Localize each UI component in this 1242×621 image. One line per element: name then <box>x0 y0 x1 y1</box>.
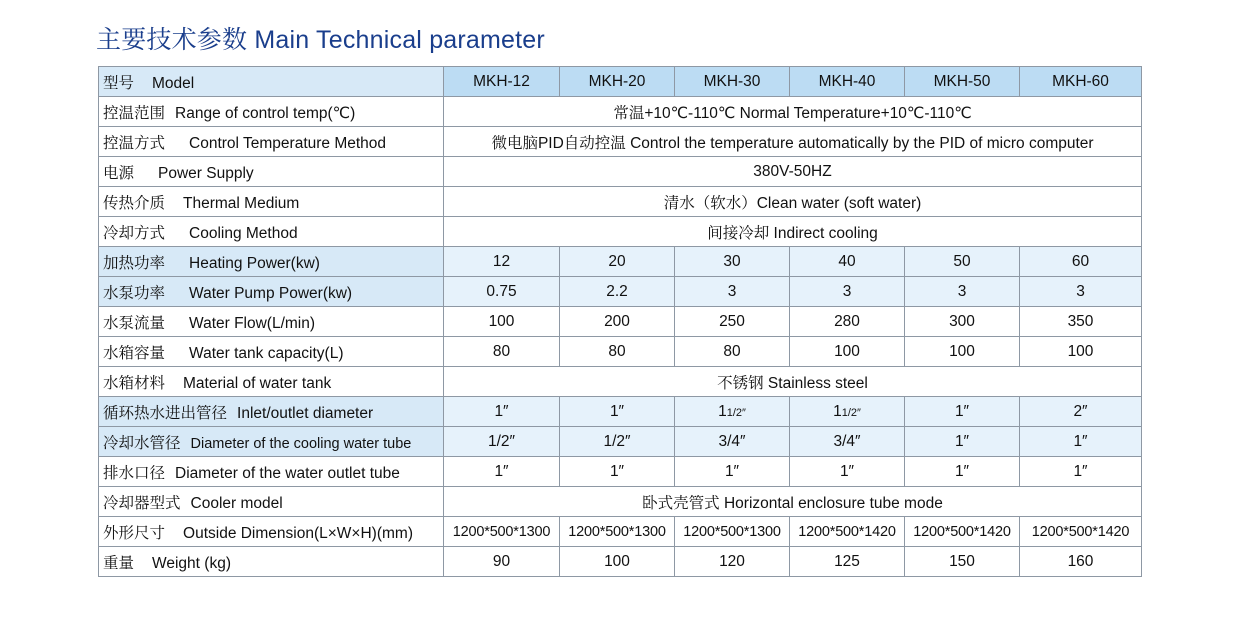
row-label-cell <box>99 337 444 367</box>
label-en: Outside Dimension(L×W×H)(mm) <box>183 524 413 542</box>
value-text: 40 <box>838 252 856 270</box>
model-header-cell: MKH-40 <box>790 67 905 97</box>
row-label-cell <box>99 517 444 547</box>
value-cell <box>790 307 905 337</box>
value-cell <box>675 517 790 547</box>
row-label-cell <box>99 247 444 277</box>
value-cell <box>560 427 675 457</box>
value-text: 3 <box>957 282 967 300</box>
value-text: 30 <box>723 252 741 270</box>
model-header-cell: MKH-20 <box>560 67 675 97</box>
model-header-cell: MKH-60 <box>1020 67 1142 97</box>
label-cn: 重量 <box>103 554 135 572</box>
value-text: 60 <box>1071 252 1090 270</box>
value-cell <box>675 457 790 487</box>
value-cell <box>444 397 560 427</box>
value-text: 1200*500*1420 <box>1031 523 1130 540</box>
value-cell <box>905 397 1020 427</box>
value-text: 125 <box>834 552 860 570</box>
value-text: 3/4″ <box>833 432 861 450</box>
value-cell <box>444 547 560 577</box>
table-row <box>99 487 1142 517</box>
value-text: 200 <box>604 312 630 330</box>
row-label-cell <box>99 97 444 127</box>
spec-table <box>98 66 1142 577</box>
table-row <box>99 157 1142 187</box>
table-row <box>99 367 1142 397</box>
label-cn: 水箱材料 <box>103 374 166 392</box>
value-cell <box>560 247 675 277</box>
row-label-cell <box>99 277 444 307</box>
value-text: 2″ <box>1073 402 1088 420</box>
value-text: 1″ <box>609 402 625 420</box>
table-row <box>99 247 1142 277</box>
value-cell <box>1020 397 1142 427</box>
spanned-value-cell: 微电脑PID自动控温 Control the temperature automatically by the PID of micro computer <box>444 127 1142 157</box>
value-text: 20 <box>608 252 626 270</box>
value-cell <box>675 307 790 337</box>
value-text: 1″ <box>954 402 970 420</box>
value-cell <box>905 307 1020 337</box>
value-cell <box>1020 337 1142 367</box>
label-en: Water tank capacity(L) <box>189 344 344 362</box>
value-text: 1200*500*1420 <box>913 523 1011 540</box>
value-text: 1″ <box>1073 432 1088 450</box>
row-label-cell <box>99 457 444 487</box>
value-text: 1″ <box>609 462 625 480</box>
value-cell <box>560 307 675 337</box>
value-text: 1″ <box>724 462 740 480</box>
label-en: Diameter of the cooling water tube <box>190 435 412 452</box>
value-text: 3 <box>842 282 852 300</box>
value-cell <box>905 457 1020 487</box>
value-text: 1/2″ <box>603 432 631 450</box>
value-fraction: 1/2″ <box>726 406 746 419</box>
label-cn: 控温方式 <box>103 134 166 152</box>
value-cell <box>1020 277 1142 307</box>
value-text: 250 <box>719 312 745 330</box>
value-text: 1″ <box>1073 462 1088 480</box>
label-en: Cooling Method <box>189 224 298 242</box>
label-en: Heating Power(kw) <box>189 254 320 272</box>
label-en: Water Flow(L/min) <box>189 314 316 332</box>
value-cell <box>444 247 560 277</box>
value-text: 1200*500*1300 <box>568 523 666 540</box>
row-label-cell <box>99 187 444 217</box>
label-cn: 型号 <box>103 74 135 92</box>
value-cell <box>560 517 675 547</box>
table-row <box>99 127 1142 157</box>
row-label-cell <box>99 397 444 427</box>
value-cell <box>675 247 790 277</box>
value-cell <box>905 517 1020 547</box>
label-en: Weight (kg) <box>152 554 231 572</box>
table-row <box>99 427 1142 457</box>
row-label-cell <box>99 127 444 157</box>
value-cell <box>444 277 560 307</box>
value-cell <box>1020 247 1142 277</box>
value-text: 280 <box>834 312 860 330</box>
label-cn: 水泵功率 <box>103 284 166 302</box>
label-cn: 加热功率 <box>103 254 166 272</box>
value-text: 150 <box>949 552 975 570</box>
label-en: Control Temperature Method <box>189 134 387 152</box>
label-cn: 冷却方式 <box>103 224 166 242</box>
value-cell <box>790 277 905 307</box>
value-cell <box>560 397 675 427</box>
value-text: 1 <box>833 402 842 420</box>
value-text: 1/2″ <box>487 432 516 450</box>
label-en: Thermal Medium <box>183 194 300 212</box>
value-cell <box>675 397 790 427</box>
value-text: 1200*500*1300 <box>452 523 551 540</box>
value-cell <box>905 337 1020 367</box>
row-label-cell <box>99 307 444 337</box>
header-label-cell <box>99 67 444 97</box>
value-cell <box>560 547 675 577</box>
label-en: Range of control temp(℃) <box>175 104 356 122</box>
row-label-cell <box>99 427 444 457</box>
value-text: 350 <box>1067 312 1094 330</box>
table-row <box>99 307 1142 337</box>
label-en: Diameter of the water outlet tube <box>175 464 400 482</box>
value-text: 1″ <box>839 462 855 480</box>
value-text: 1200*500*1300 <box>683 523 781 540</box>
spanned-value-cell: 卧式壳管式 Horizontal enclosure tube mode <box>444 487 1142 517</box>
model-header-cell: MKH-12 <box>444 67 560 97</box>
value-cell <box>1020 307 1142 337</box>
label-cn: 传热介质 <box>103 194 166 212</box>
value-cell <box>675 337 790 367</box>
model-header-cell: MKH-50 <box>905 67 1020 97</box>
value-text: 100 <box>834 342 860 360</box>
value-text: 1200*500*1420 <box>798 523 896 540</box>
value-text: 1″ <box>494 402 509 420</box>
value-text: 100 <box>604 552 630 570</box>
value-text: 100 <box>1067 342 1094 360</box>
label-cn: 冷却水管径 <box>103 434 181 452</box>
value-cell <box>905 547 1020 577</box>
label-cn: 水泵流量 <box>103 314 166 332</box>
value-text: 12 <box>492 252 511 270</box>
value-cell <box>560 277 675 307</box>
value-text: 1″ <box>954 462 970 480</box>
value-cell <box>790 247 905 277</box>
value-cell <box>444 457 560 487</box>
table-row <box>99 517 1142 547</box>
value-cell <box>905 277 1020 307</box>
spanned-value-cell: 不锈钢 Stainless steel <box>444 367 1142 397</box>
row-label-cell <box>99 157 444 187</box>
value-text: 80 <box>492 342 511 360</box>
value-text: 1″ <box>954 432 970 450</box>
label-en: Cooler model <box>190 494 283 512</box>
value-cell <box>1020 427 1142 457</box>
value-text: 90 <box>492 552 511 570</box>
table-row <box>99 217 1142 247</box>
label-cn: 控温范围 <box>103 104 166 122</box>
spanned-value-cell: 380V-50HZ <box>444 157 1142 187</box>
model-header-cell: MKH-30 <box>675 67 790 97</box>
value-cell <box>790 457 905 487</box>
value-text: 3 <box>1076 282 1085 300</box>
value-text: 50 <box>953 252 971 270</box>
label-cn: 循环热水进出管径 <box>103 404 228 422</box>
value-cell <box>675 427 790 457</box>
value-text: 100 <box>949 342 975 360</box>
value-cell <box>790 427 905 457</box>
value-text: 100 <box>488 312 515 330</box>
value-cell <box>444 337 560 367</box>
spanned-value-cell: 清水（软水）Clean water (soft water) <box>444 187 1142 217</box>
row-label-cell <box>99 547 444 577</box>
header-row <box>99 67 1142 97</box>
table-row <box>99 457 1142 487</box>
table-row <box>99 547 1142 577</box>
row-label-cell <box>99 367 444 397</box>
value-cell <box>905 247 1020 277</box>
label-en: Model <box>152 74 195 92</box>
label-cn: 冷却器型式 <box>103 494 181 512</box>
label-en: Water Pump Power(kw) <box>189 284 353 302</box>
label-en: Material of water tank <box>183 374 332 392</box>
label-en: Inlet/outlet diameter <box>237 404 374 422</box>
value-cell <box>905 427 1020 457</box>
value-text: 1″ <box>494 462 509 480</box>
value-text: 80 <box>723 342 741 360</box>
spanned-value-cell: 间接冷却 Indirect cooling <box>444 217 1142 247</box>
label-en: Power Supply <box>158 164 254 182</box>
table-row <box>99 277 1142 307</box>
value-text: 80 <box>608 342 626 360</box>
value-cell <box>790 397 905 427</box>
value-text: 300 <box>949 312 975 330</box>
value-text: 160 <box>1067 552 1094 570</box>
value-cell <box>675 547 790 577</box>
row-label-cell <box>99 217 444 247</box>
label-cn: 水箱容量 <box>103 344 166 362</box>
label-cn: 电源 <box>103 164 135 182</box>
value-cell <box>444 427 560 457</box>
table-row <box>99 187 1142 217</box>
value-cell <box>444 307 560 337</box>
value-text: 120 <box>719 552 745 570</box>
value-cell <box>1020 457 1142 487</box>
value-cell <box>675 277 790 307</box>
value-cell <box>790 337 905 367</box>
value-cell <box>1020 547 1142 577</box>
label-cn: 外形尺寸 <box>103 524 166 542</box>
value-cell <box>790 517 905 547</box>
value-cell <box>1020 517 1142 547</box>
value-text: 2.2 <box>606 282 628 300</box>
spanned-value-cell: 常温+10℃-110℃ Normal Temperature+10℃-110℃ <box>444 97 1142 127</box>
page-title: 主要技术参数 Main Technical parameter <box>96 26 545 54</box>
value-text: 3/4″ <box>718 432 746 450</box>
row-label-cell <box>99 487 444 517</box>
value-text: 1 <box>718 402 727 420</box>
table-row <box>99 397 1142 427</box>
value-fraction: 1/2″ <box>841 406 861 419</box>
value-cell <box>560 337 675 367</box>
table-row <box>99 97 1142 127</box>
value-text: 0.75 <box>486 282 517 300</box>
value-cell <box>444 517 560 547</box>
value-cell <box>790 547 905 577</box>
value-text: 3 <box>727 282 737 300</box>
label-cn: 排水口径 <box>103 464 166 482</box>
table-row <box>99 337 1142 367</box>
value-cell <box>560 457 675 487</box>
